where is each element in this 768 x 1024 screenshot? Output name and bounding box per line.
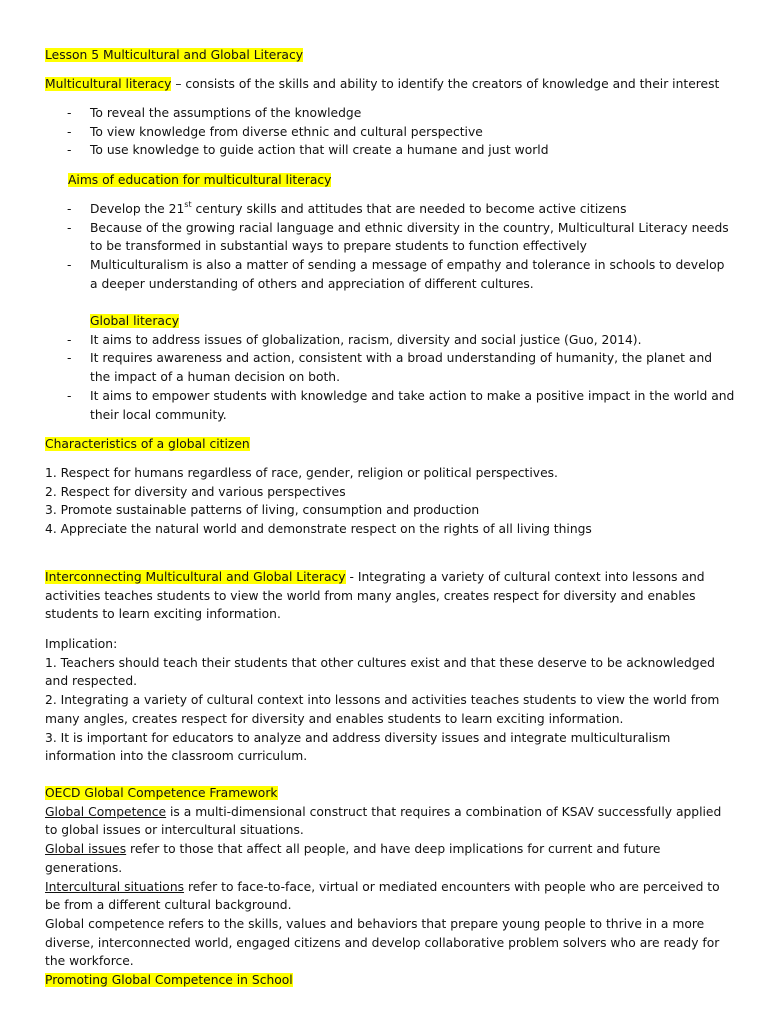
multicultural-list: [45, 104, 735, 160]
list-item: - It aims to address issues of globalization, racism, diversity and social justice (Guo, 2014).: [67, 332, 642, 347]
list-item: - To reveal the assumptions of the knowledge: [67, 106, 362, 120]
list-item: - Because of the growing racial language and ethnic diversity in the country, Multicultural Literacy needs to be transformed in substantial ways to prepare students to function effectively: [67, 220, 729, 254]
global-issues-term: Global issues: [45, 842, 127, 857]
implication-section: [45, 635, 735, 766]
lesson-title-block: [45, 46, 735, 65]
interconnecting-paragraph: [45, 568, 735, 624]
characteristics-list: [45, 464, 735, 539]
list-item: 1. Respect for humans regardless of race, gender, religion or political perspectives.: [45, 466, 558, 480]
multicultural-term: Multicultural literacy: [45, 77, 172, 91]
list-item: - Multiculturalism is also a matter of sending a message of empathy and tolerance in schools to develop a deeper understanding of others and appreciation of different cultures.: [67, 258, 725, 291]
characteristics-heading: Characteristics of a global citizen: [45, 437, 250, 451]
interconnecting-term: Interconnecting Multicultural and Global Literacy: [45, 570, 346, 584]
list-item: - It aims to empower students with knowledge and take action to make a positive impact in the world and their local community.: [67, 388, 735, 422]
list-item: 1. Teachers should teach their students that other cultures exist and that these deserve to be acknowledged and respected.: [45, 655, 715, 689]
list-item: 4. Appreciate the natural world and demonstrate respect on the rights of all living things: [45, 522, 592, 537]
list-item: 3. It is important for educators to analyze and address diversity issues and integrate multiculturalism information into the classroom curriculum.: [45, 730, 671, 764]
intercultural-situations-definition: Intercultural situations refer to face-to-face, virtual or mediated encounters with people who are perceived to be from a different cultural background.: [45, 879, 720, 913]
global-competence-definition: Global Competence is a multi-dimensional construct that requires a combination of KSAV successfully applied to global issues or intercultural situations.: [45, 804, 722, 838]
promoting-heading: Promoting Global Competence in School: [45, 973, 293, 988]
global-issues-definition: Global issues refer to those that affect all people, and have deep implications for current and future generations.: [45, 842, 661, 875]
global-competence-term: Global Competence: [45, 804, 167, 819]
aims-heading: Aims of education for multicultural literacy: [68, 173, 332, 187]
global-heading-row: [45, 312, 735, 331]
aims-list: [45, 200, 735, 294]
list-item: 2. Respect for diversity and various perspectives: [45, 484, 346, 499]
global-literacy-section: [45, 312, 735, 424]
global-heading: Global literacy: [90, 314, 179, 328]
characteristics-heading-block: [45, 435, 735, 454]
aims-heading-block: [68, 171, 758, 190]
list-item: - Develop the 21st century skills and attitudes that are needed to become active citizens: [67, 199, 627, 216]
multicultural-definition: [45, 75, 735, 94]
list-item: - To use knowledge to guide action that will create a humane and just world: [67, 143, 549, 158]
global-competence-summary: Global competence refers to the skills, values and behaviors that prepare young people to thrive in a more diverse, interconnected world, engaged citizens and develop collaborative problem solvers who are ready for the workforce.: [45, 916, 720, 969]
oecd-heading: OECD Global Competence Framework: [45, 786, 278, 800]
multicultural-definition-text: – consists of the skills and ability to identify the creators of knowledge and their interest: [171, 77, 720, 91]
list-item: - It requires awareness and action, consistent with a broad understanding of humanity, the planet and the impact of a human decision on both.: [67, 351, 713, 385]
list-item: 3. Promote sustainable patterns of living, consumption and production: [45, 503, 480, 518]
list-item: 2. Integrating a variety of cultural context into lessons and activities teaches students to view the world from many angles, creates respect for diversity and enables students to learn exciting information.: [45, 693, 720, 726]
oecd-section: [45, 784, 735, 990]
interconnecting-text: - Integrating a variety of cultural context into lessons and activities teaches students to view the world from many angles, creates respect for diversity and enables students to learn exciting information.: [45, 570, 705, 622]
intercultural-situations-term: Intercultural situations: [45, 879, 185, 894]
list-item: - To view knowledge from diverse ethnic and cultural perspective: [67, 124, 483, 139]
lesson-title: Lesson 5 Multicultural and Global Literacy: [45, 48, 303, 62]
implication-label: Implication:: [45, 637, 118, 651]
